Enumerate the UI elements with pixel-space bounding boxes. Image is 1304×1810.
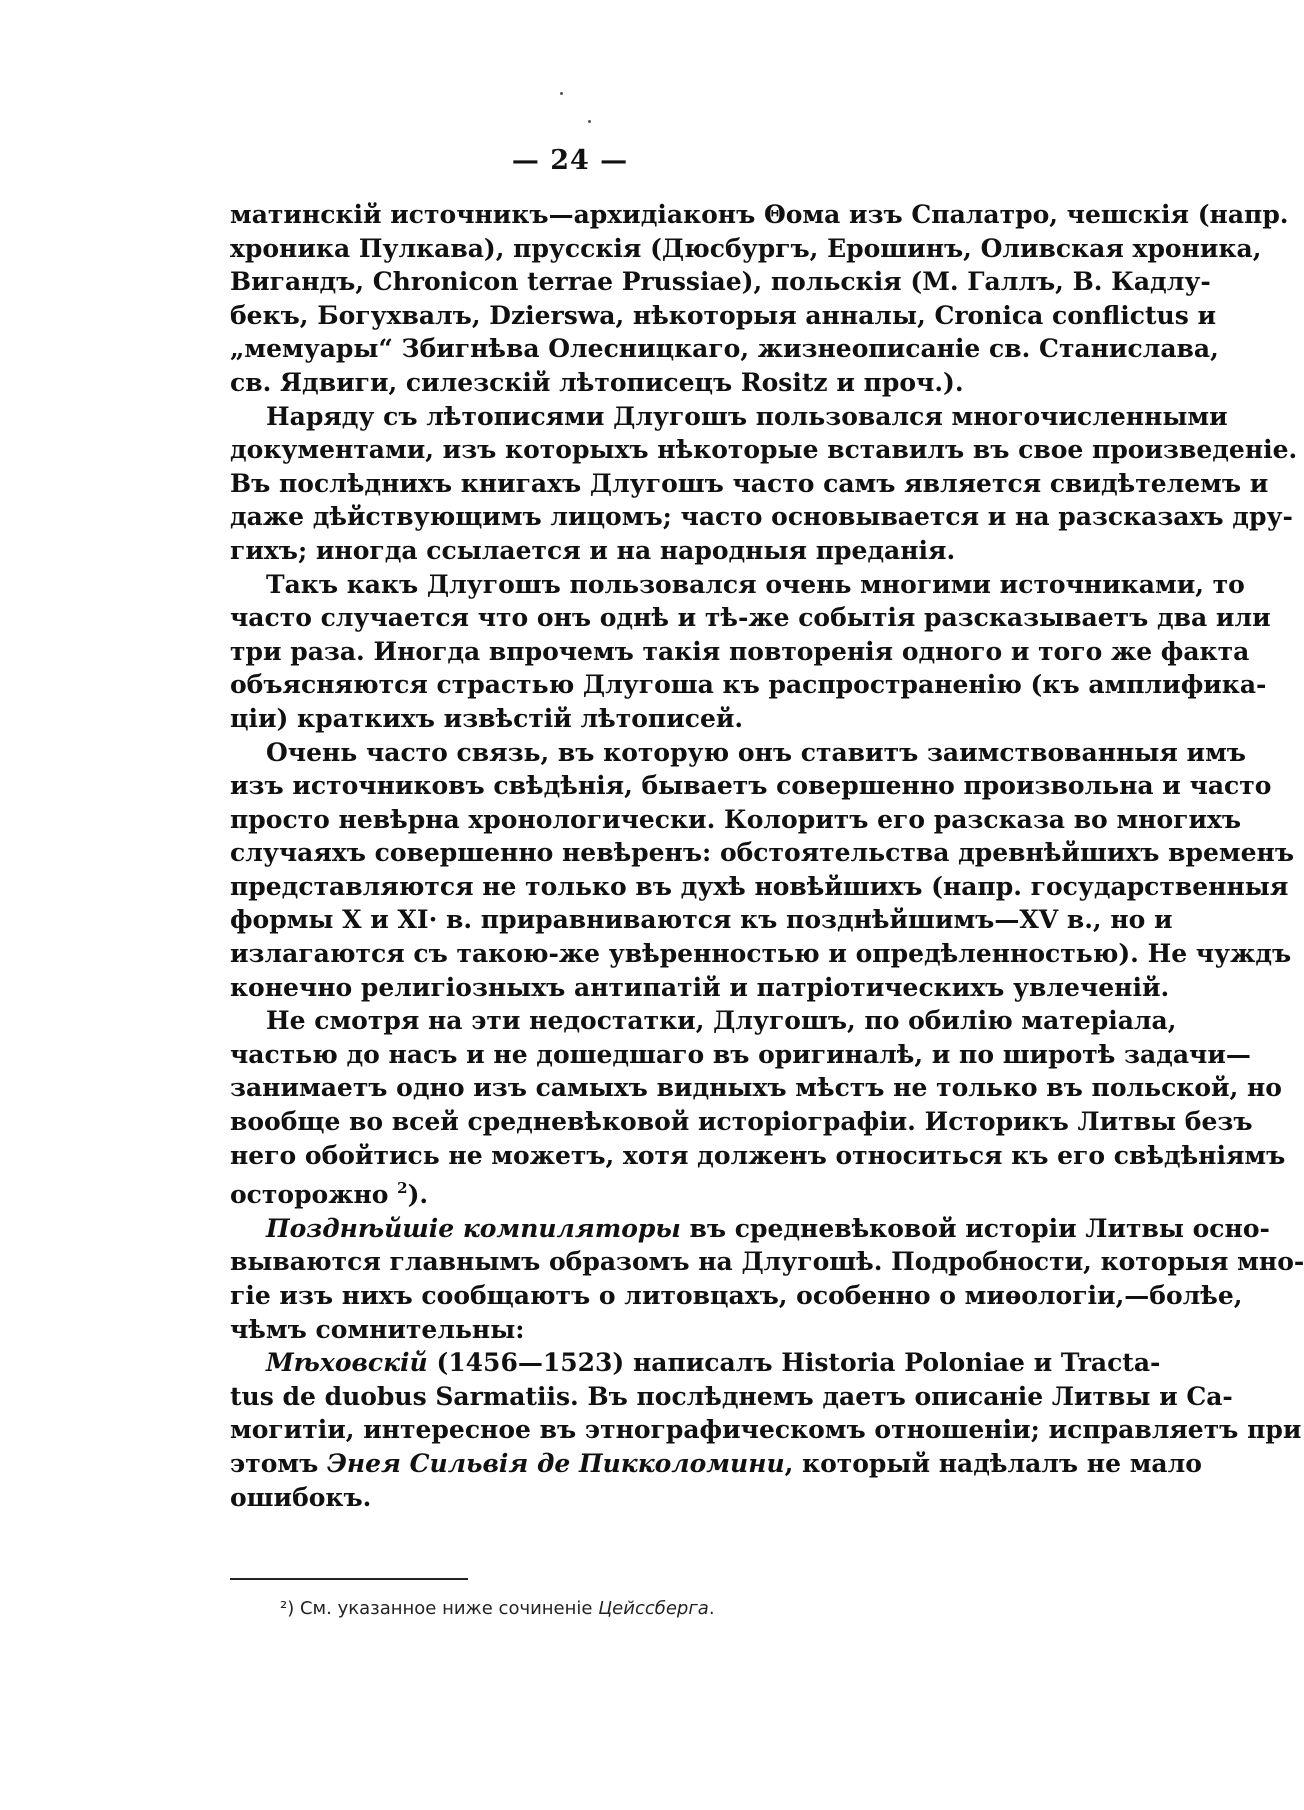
italic-term: Мѣховскій [266,1348,428,1378]
text-line: матинскій источникъ—архидіаконъ Θома изъ Спалатро, чешскія (напр. [230,200,1289,229]
italic-term: Энея Сильвія де Пикколомини [327,1448,785,1478]
body-text [230,198,1304,1514]
text-line [230,1212,1270,1246]
text-line: хроника Пулкава), прусскія (Дюсбургъ, Ерошинъ, Оливская хроника, [230,233,1262,263]
paragraph-3 [230,568,1271,736]
text-line: tus de duobus Sarmatiis. Въ послѣднемъ даетъ описаніе Литвы и Са- [230,1381,1233,1411]
text-run: въ средневѣковой исторіи Литвы осно- [680,1213,1270,1243]
print-speck [588,120,591,123]
text-line: чѣмъ сомнительны: [230,1314,525,1344]
paragraph-4 [230,736,1295,1005]
footnote-divider [230,1578,468,1580]
paragraph-2 [230,400,1298,568]
text-line: излагаются съ такою-же увѣренностью и опредѣленностью). Не чуждъ [230,939,1292,969]
text-line: гихъ; иногда ссылается и на народныя преданія. [230,535,956,565]
text-line: него обойтись не можетъ, хотя долженъ относиться къ его свѣдѣніямъ [230,1140,1286,1170]
text-line: занимаетъ одно изъ самыхъ видныхъ мѣстъ не только въ польской, но [230,1073,1282,1103]
text-run: , который надѣлалъ не мало [784,1448,1202,1478]
text-line [230,1447,1202,1481]
text-line: Вигандъ, Chronicon terrae Prussiae), польскія (М. Галлъ, В. Кадлу- [230,267,1211,297]
paragraph-7 [230,1346,1302,1514]
footnote-tail: . [708,1598,715,1619]
text-line: Не смотря на эти недостатки, Длугошъ, по обилію матеріала, [266,1006,1177,1036]
text-line: документами, изъ которыхъ нѣкоторые вставилъ въ свое произведеніе. [230,435,1298,465]
text-line: ошибокъ. [230,1482,372,1512]
text-run: этомъ [230,1448,327,1478]
footnote-ref[interactable]: 2 [397,1179,408,1198]
text-line: конечно религіозныхъ антипатій и патріотическихъ увлеченій. [230,972,1170,1002]
text-line: бекъ, Богухвалъ, Dzierswa, нѣкоторыя анналы, Cronica conflictus и [230,300,1217,330]
text-line: просто невѣрна хронологически. Колоритъ его разсказа во многихъ [230,804,1242,834]
text-line: могитіи, интересное въ этнографическомъ отношеніи; исправляетъ при [230,1415,1302,1445]
paragraph-6 [230,1212,1304,1346]
footnote [280,1596,980,1622]
text-line: даже дѣйствующимъ лицомъ; часто основывается и на разсказахъ дру- [230,502,1293,532]
text-line: Наряду съ лѣтописями Длугошъ пользовался многочисленными [266,401,1228,431]
text-line: часто случается что онъ однѣ и тѣ-же событія разсказываетъ два или [230,603,1271,633]
text-run: (1456—1523) написалъ Historia Poloniae и Tracta- [427,1348,1161,1378]
text-line: формы X и XI· в. приравниваются къ позднѣйшимъ—XV в., но и [230,905,1173,935]
text-line: изъ источниковъ свѣдѣнія, бываетъ совершенно произвольна и часто [230,771,1272,801]
italic-term: Позднѣйшіе компиляторы [266,1213,681,1243]
text-line: Такъ какъ Длугошъ пользовался очень многими источниками, то [266,569,1245,599]
text-line: ціи) краткихъ извѣстій лѣтописей. [230,703,744,733]
footnote-italic: Цейссберга [598,1598,709,1619]
text-line: св. Ядвиги, силезскій лѣтописецъ Rositz и проч.). [230,367,964,397]
print-speck [560,92,563,95]
text-run: ). [407,1180,429,1210]
text-line: представляются не только въ духѣ новѣйшихъ (напр. государственныя [230,871,1289,901]
text-line: „мемуары“ Збигнѣва Олесницкаго, жизнеописаніе св. Станислава, [230,334,1219,364]
paragraph-5 [230,1004,1286,1212]
text-run: осторожно [230,1180,398,1210]
text-line [230,1172,1068,1212]
text-line: вываются главнымъ образомъ на Длугошѣ. Подробности, которыя мно- [230,1247,1304,1277]
text-line: Въ послѣднихъ книгахъ Длугошъ часто самъ является свидѣтелемъ и [230,468,1269,498]
footnote-marker: ²) [280,1598,295,1619]
text-line: частью до насъ и не дошедшаго въ оригиналѣ, и по широтѣ задачи— [230,1039,1251,1069]
text-line [230,1346,1161,1380]
footnote-text: См. указанное ниже сочиненіе [294,1598,599,1619]
text-line: Очень часто связь, въ которую онъ ставитъ заимствованныя имъ [266,737,1246,767]
text-line: три раза. Иногда впрочемъ такія повторенія одного и того же факта [230,636,1250,666]
text-line: гіе изъ нихъ сообщаютъ о литовцахъ, особенно о миѳологіи,—болѣе, [230,1281,1243,1310]
page-number: — 24 — [511,145,629,176]
text-line: случаяхъ совершенно невѣренъ: обстоятельства древнѣйшихъ временъ [230,838,1295,868]
text-line: объясняются страстью Длугоша къ распространенію (къ амплифика- [230,670,1267,700]
paragraph-1 [230,198,1289,400]
text-line: вообще во всей средневѣковой исторіографіи. Историкъ Литвы безъ [230,1107,1253,1137]
